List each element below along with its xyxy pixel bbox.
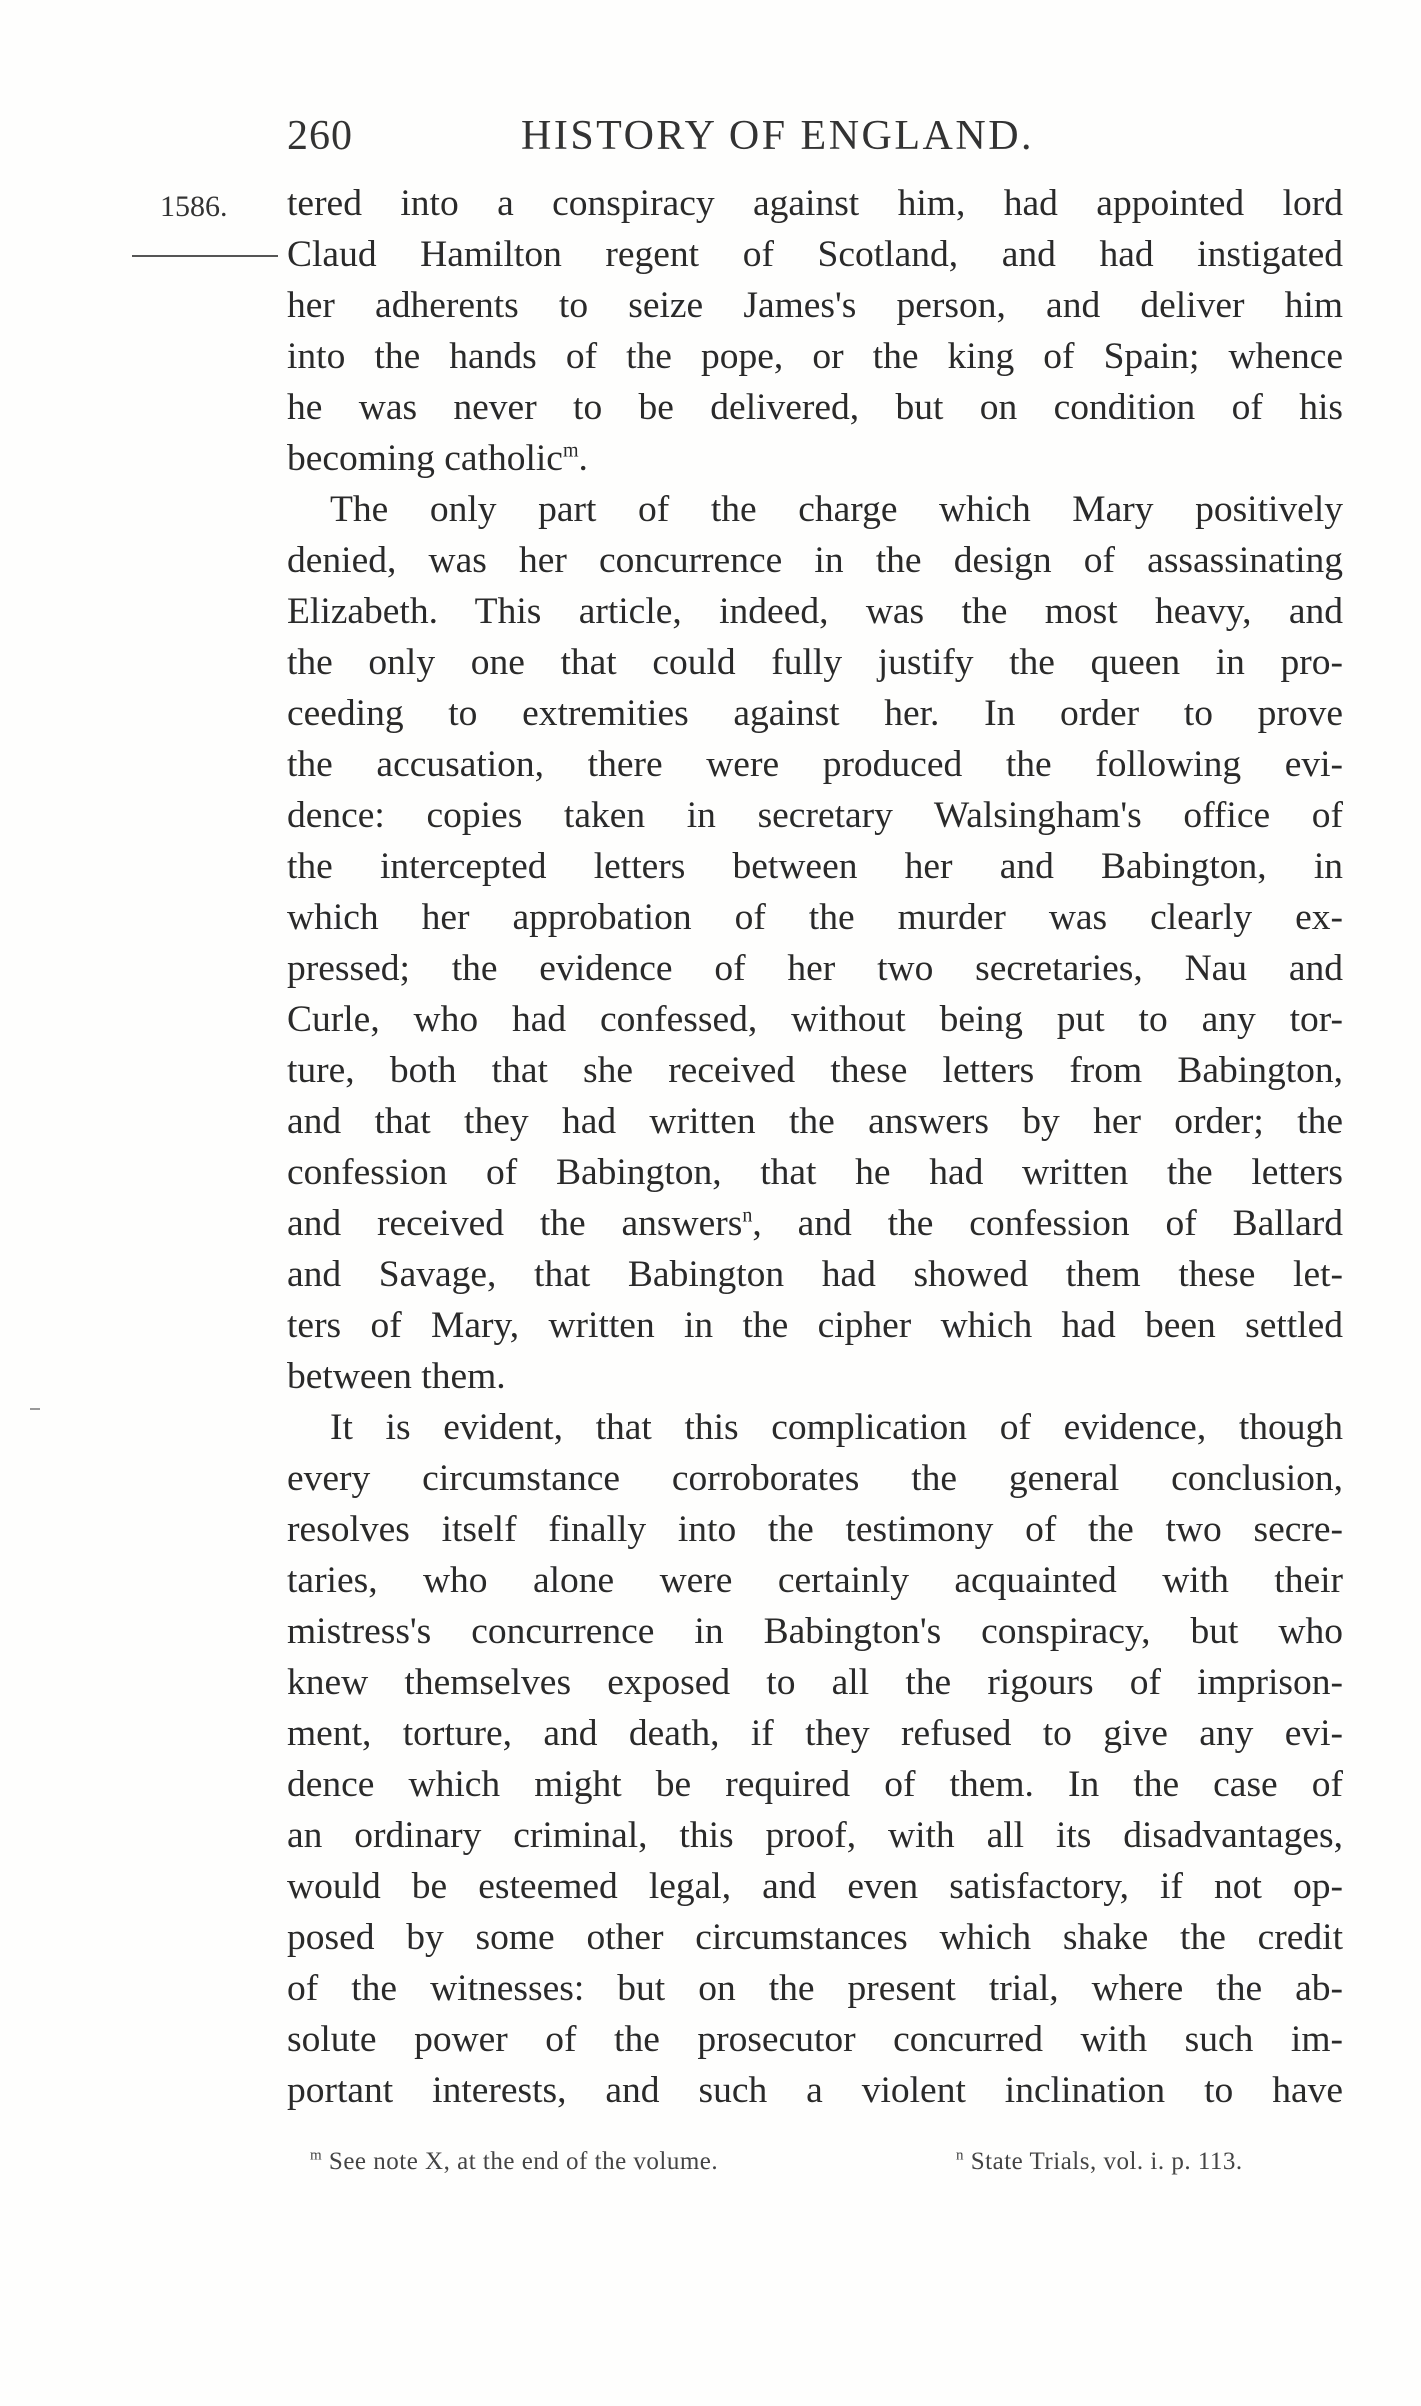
text-line: pressed; the evidence of her two secretaries, Nau and	[287, 948, 1343, 989]
text-line: her adherents to seize James's person, and deliver him	[287, 285, 1343, 326]
footnote-marker: n	[956, 2147, 964, 2164]
text-fragment: , and the confession of Ballard	[752, 1203, 1343, 1244]
running-head	[287, 112, 1107, 168]
text-line: mistress's concurrence in Babington's conspiracy, but who	[287, 1611, 1343, 1652]
text-line: taries, who alone were certainly acquainted with their	[287, 1560, 1343, 1601]
text-line: the accusation, there were produced the following evi-	[287, 744, 1343, 785]
book-title: HISTORY OF ENGLAND.	[521, 113, 1035, 159]
paragraph-start-line: The only part of the charge which Mary positively	[330, 489, 1343, 530]
text-line: tered into a conspiracy against him, had appointed lord	[287, 183, 1343, 224]
text-line: ters of Mary, written in the cipher which had been settled	[287, 1305, 1343, 1346]
text-line: posed by some other circumstances which shake the credit	[287, 1917, 1343, 1958]
text-line: and Savage, that Babington had showed them these let-	[287, 1254, 1343, 1295]
text-line: ment, torture, and death, if they refused to give any evi-	[287, 1713, 1343, 1754]
margin-rule	[132, 255, 278, 257]
paragraph-start-line: It is evident, that this complication of evidence, though	[330, 1407, 1343, 1448]
text-line: solute power of the prosecutor concurred with such im-	[287, 2019, 1343, 2060]
footnote-ref-m[interactable]: m	[562, 439, 579, 462]
text-line: knew themselves exposed to all the rigours of imprison-	[287, 1662, 1343, 1703]
text-line: portant interests, and such a violent inclination to have	[287, 2070, 1343, 2111]
text-line: Curle, who had confessed, without being put to any tor-	[287, 999, 1343, 1040]
paper-speck	[30, 1408, 40, 1410]
body-text	[287, 178, 1343, 2116]
text-line: every circumstance corroborates the general conclusion,	[287, 1458, 1343, 1499]
text-line: resolves itself finally into the testimony of the two secre-	[287, 1509, 1343, 1550]
text-line: he was never to be delivered, but on condition of his	[287, 387, 1343, 428]
footnote-ref-n[interactable]: n	[742, 1204, 753, 1227]
text-line: of the witnesses: but on the present trial, where the ab-	[287, 1968, 1343, 2009]
text-line: dence which might be required of them. In the case of	[287, 1764, 1343, 1805]
text-line: dence: copies taken in secretary Walsingham's office of	[287, 795, 1343, 836]
page-number: 260	[287, 113, 353, 159]
text-line: ture, both that she received these letters from Babington,	[287, 1050, 1343, 1091]
text-line: Elizabeth. This article, indeed, was the most heavy, and	[287, 591, 1343, 632]
footnote-text: See note X, at the end of the volume.	[328, 2148, 719, 2175]
text-line	[287, 433, 1343, 484]
text-line: denied, was her concurrence in the design of assassinating	[287, 540, 1343, 581]
text-fragment: and received the answers	[287, 1203, 743, 1244]
text-line: confession of Babington, that he had written the letters	[287, 1152, 1343, 1193]
text-line: Claud Hamilton regent of Scotland, and had instigated	[287, 234, 1343, 275]
text-line: and that they had written the answers by her order; the	[287, 1101, 1343, 1142]
text-line: between them.	[287, 1356, 506, 1397]
footnote-m	[310, 2148, 718, 2176]
text-line: ceeding to extremities against her. In order to prove	[287, 693, 1343, 734]
text-line	[287, 1198, 1343, 1249]
text-line: into the hands of the pope, or the king of Spain; whence	[287, 336, 1343, 377]
footnote-text: State Trials, vol. i. p. 113.	[970, 2148, 1243, 2175]
footnotes	[310, 2148, 1340, 2188]
text-line: the only one that could fully justify the queen in pro-	[287, 642, 1343, 683]
text-line: the intercepted letters between her and Babington, in	[287, 846, 1343, 887]
footnote-n	[956, 2148, 1243, 2176]
margin-year: 1586.	[160, 190, 228, 223]
text-line: which her approbation of the murder was clearly ex-	[287, 897, 1343, 938]
text-line: would be esteemed legal, and even satisfactory, if not op-	[287, 1866, 1343, 1907]
text-line: an ordinary criminal, this proof, with all its disadvantages,	[287, 1815, 1343, 1856]
text-fragment: .	[578, 438, 588, 479]
text-fragment: becoming catholic	[287, 438, 563, 479]
footnote-marker: m	[310, 2147, 323, 2164]
